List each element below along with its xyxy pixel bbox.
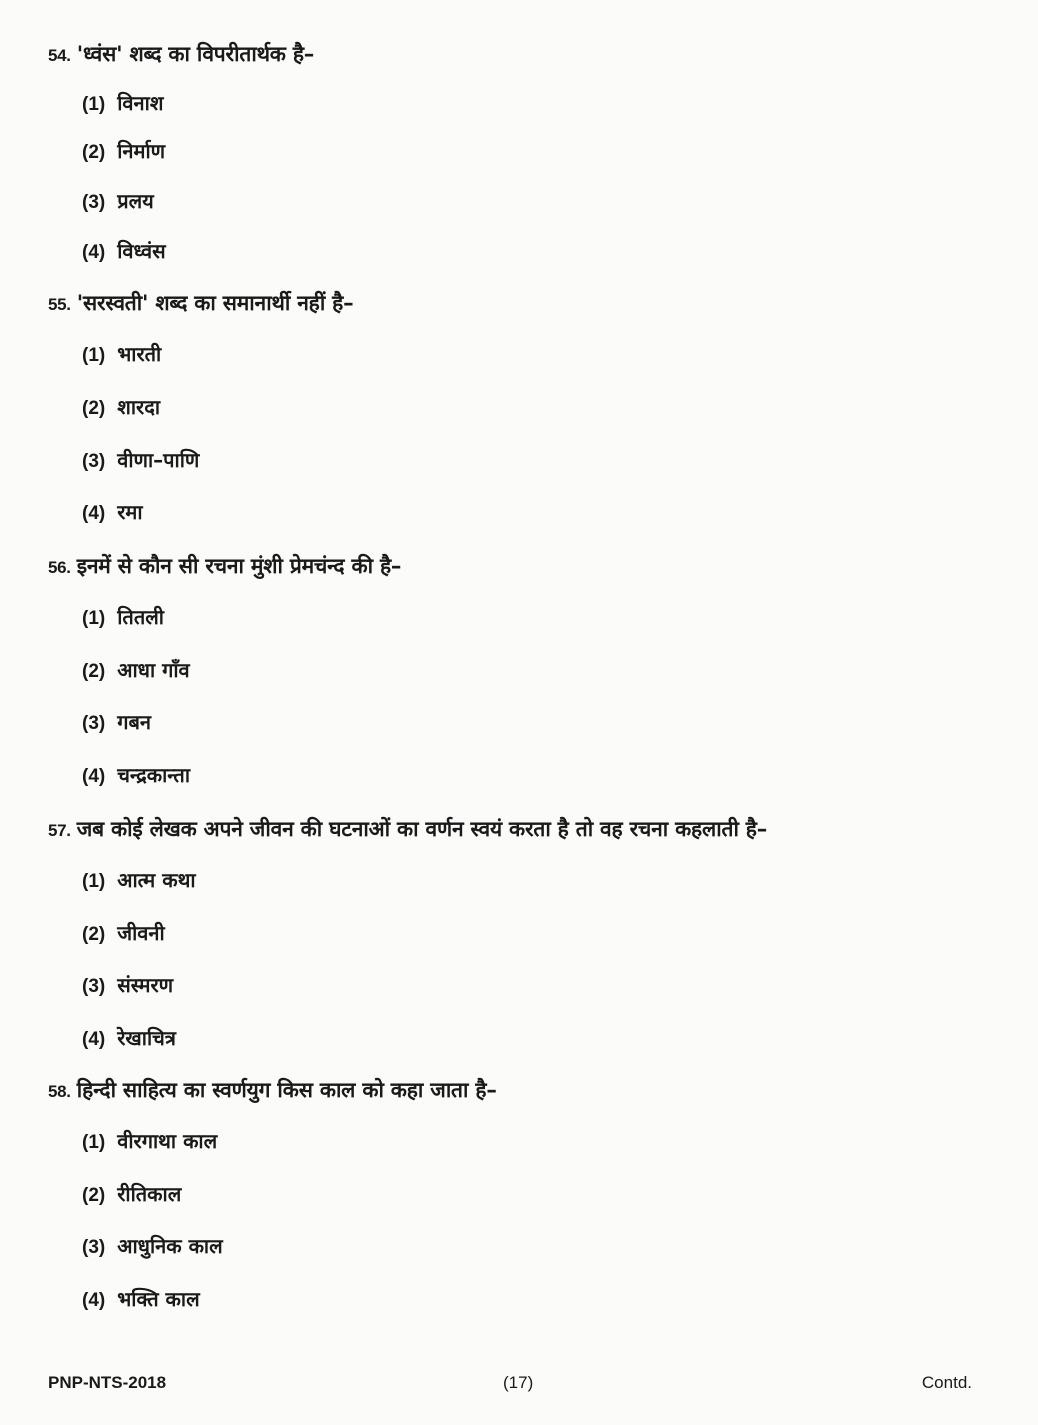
option-number: (3) xyxy=(82,192,106,213)
exam-code: PNP-NTS-2018 xyxy=(48,1373,167,1392)
page-footer xyxy=(48,1373,972,1401)
option-3 xyxy=(82,187,154,217)
question-text: जब कोई लेखक अपने जीवन की घटनाओं का वर्णन स्वयं करता है तो वह रचना कहलाती है– xyxy=(76,817,768,841)
question-number: 57. xyxy=(48,821,71,840)
question-54 xyxy=(48,40,1008,263)
option-4 xyxy=(82,1285,200,1315)
question-text: 'सरस्वती' शब्द का समानार्थी नहीं है– xyxy=(76,291,354,315)
continued-label: Contd. xyxy=(921,1373,972,1392)
option-text: चन्द्रकान्ता xyxy=(117,763,191,787)
option-text: रेखाचित्र xyxy=(117,1026,176,1050)
option-1 xyxy=(82,603,164,633)
option-2 xyxy=(82,137,165,167)
option-1 xyxy=(82,89,163,119)
option-4 xyxy=(82,237,166,267)
option-text: रमा xyxy=(117,500,143,524)
option-number: (4) xyxy=(82,766,106,787)
option-4 xyxy=(82,498,143,528)
question-number: 54. xyxy=(48,46,71,65)
option-text: भक्ति काल xyxy=(117,1287,200,1311)
question-58 xyxy=(48,1076,1008,1311)
question-stem xyxy=(48,289,1008,319)
option-number: (1) xyxy=(82,871,106,892)
option-text: निर्माण xyxy=(117,139,166,163)
option-2 xyxy=(82,656,190,686)
option-text: प्रलय xyxy=(117,189,154,213)
option-text: विध्वंस xyxy=(117,239,166,263)
option-number: (3) xyxy=(82,976,106,997)
option-3 xyxy=(82,1232,223,1262)
option-3 xyxy=(82,446,199,476)
option-number: (2) xyxy=(82,142,106,163)
option-text: आधुनिक काल xyxy=(117,1234,223,1258)
option-number: (1) xyxy=(82,94,106,115)
option-2 xyxy=(82,393,160,423)
option-number: (1) xyxy=(82,608,106,629)
question-stem xyxy=(48,552,1008,582)
option-number: (2) xyxy=(82,1185,106,1206)
option-1 xyxy=(82,1127,217,1157)
question-number: 56. xyxy=(48,558,71,577)
option-3 xyxy=(82,971,173,1001)
question-stem xyxy=(48,815,1008,845)
option-number: (1) xyxy=(82,1132,106,1153)
option-text: तितली xyxy=(117,605,164,629)
option-number: (3) xyxy=(82,1237,106,1258)
option-text: विनाश xyxy=(117,91,164,115)
option-text: वीणा–पाणि xyxy=(117,448,200,472)
option-number: (4) xyxy=(82,503,106,524)
option-2 xyxy=(82,1180,181,1210)
option-text: संस्मरण xyxy=(117,973,174,997)
question-text: हिन्दी साहित्य का स्वर्णयुग किस काल को कहा जाता है– xyxy=(76,1078,497,1102)
option-2 xyxy=(82,919,165,949)
question-57 xyxy=(48,815,1008,1050)
option-number: (4) xyxy=(82,1029,106,1050)
question-text: 'ध्वंस' शब्द का विपरीतार्थक है– xyxy=(76,42,315,66)
option-text: वीरगाथा काल xyxy=(117,1129,218,1153)
option-number: (4) xyxy=(82,242,106,263)
question-55 xyxy=(48,289,1008,524)
option-number: (2) xyxy=(82,398,106,419)
option-number: (1) xyxy=(82,345,106,366)
option-4 xyxy=(82,1024,176,1054)
option-number: (2) xyxy=(82,924,106,945)
option-1 xyxy=(82,866,196,896)
question-number: 55. xyxy=(48,295,71,314)
option-text: भारती xyxy=(117,342,162,366)
option-number: (3) xyxy=(82,713,106,734)
option-number: (4) xyxy=(82,1290,106,1311)
question-number: 58. xyxy=(48,1082,71,1101)
option-number: (2) xyxy=(82,661,106,682)
option-text: गबन xyxy=(117,710,152,734)
option-text: आत्म कथा xyxy=(117,868,196,892)
option-number: (3) xyxy=(82,451,106,472)
page-number: (17) xyxy=(503,1373,534,1392)
question-stem xyxy=(48,40,1008,70)
question-text: इनमें से कौन सी रचना मुंशी प्रेमचंन्द की है– xyxy=(76,554,402,578)
option-3 xyxy=(82,708,151,738)
option-text: रीतिकाल xyxy=(117,1182,182,1206)
option-text: शारदा xyxy=(117,395,160,419)
option-text: आधा गाँव xyxy=(117,658,190,682)
option-4 xyxy=(82,761,190,791)
option-1 xyxy=(82,340,161,370)
question-56 xyxy=(48,552,1008,787)
option-text: जीवनी xyxy=(117,921,165,945)
question-stem xyxy=(48,1076,1008,1106)
